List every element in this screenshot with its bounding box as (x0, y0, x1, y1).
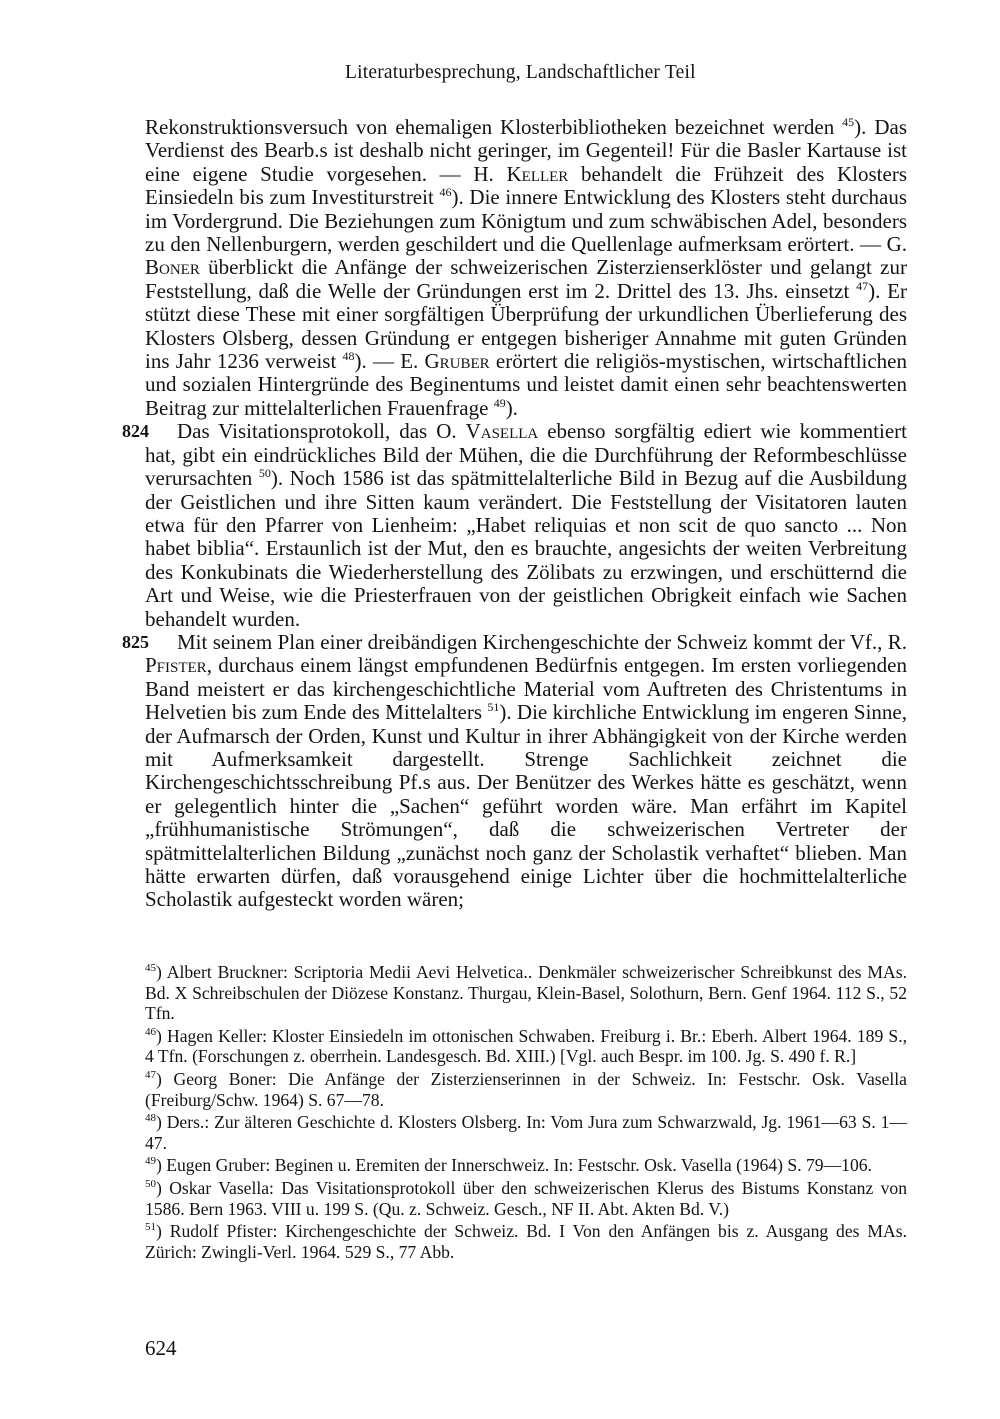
text-run: ). Die kirchliche Entwicklung im engeren Sinne, der Aufmarsch der Orden, Kunst und Kultur in ihrer Abhängigkeit von der Kirche werden mit Aufmerksamkeit dargestellt. Strenge Sachlichkeit zeichnet die Kirchengeschichtsschreibung Pf.s aus. Der Benützer des Werkes hätte es geschätzt, wenn er gelegentlich hinter die „Sachen“ geführt worden wäre. Man erfährt im Kapitel „frühhumanistische Strömungen“, daß die schweizerischen Vertreter der spätmittelalterlichen Bildung „zunächst noch ganz der Scholastik verhaftet“ blieben. Man hätte erwarten dürfen, daß vorausgehend einige Lichter über die hochmittelalterliche Scholastik aufgesteckt worden wären; (145, 700, 907, 912)
text-run: , durchaus einem längst empfundenen Bedürfnis entgegen. Im ersten vorliegenden Band meistert er das kirchengeschichtliche Material vom Auftreten des Christentums in Helvetien bis zum Ende des Mittelalters (145, 653, 907, 725)
paragraph-824 (122, 419, 907, 631)
footnote-ref[interactable]: 45 (842, 115, 855, 129)
paragraph-continued (145, 116, 907, 420)
footnote-text: ) Ders.: Zur älteren Geschichte d. Klosters Olsberg. In: Vom Jura zum Schwarzwald, Jg. 1961—63 S. 1—47. (145, 1112, 907, 1153)
author-name: Gruber (424, 349, 490, 374)
footnote-ref[interactable]: 49 (493, 395, 506, 410)
text-run: überblickt die Anfänge der schweizerischen Zisterzienserklöster und gelangt zur Feststellung, daß die Welle der Gründungen erst im 2. Drittel des 13. Jhs. einsetzt (145, 255, 907, 303)
text-run: ). Noch 1586 ist das spätmittelalterliche Bild in Bezug auf die Ausbildung der Geistlichen und ihre Sitten kaum verändert. Die Feststellung der Visitatoren lauten etwa für den Pfarrer von Lienheim: „Habet reliquias et non scit de quo sancto ... Non habet biblia“. Erstaunlich ist der Mut, den es brauchte, angesichts der weiten Verbreitung des Konkubinats die Wiederherstellung des Zölibats zu erzwingen, und erschütternd die Art und Weise, wie die Priesterfrauen von der geistlichen Obrigkeit einfach wie Sachen behandelt wurden. (145, 466, 907, 631)
footnote (145, 1221, 907, 1262)
footnote-text: ) Hagen Keller: Kloster Einsiedeln im ottonischen Schwaben. Freiburg i. Br.: Eberh. Albert 1964. 189 S., 4 Tfn. (Forschungen z. oberrhein. Landesgesch. Bd. XIII.) [Vgl. auch Bespr. im 100. Jg. S. 490 f. R.] (145, 1025, 907, 1067)
paragraph-number: 825 (122, 631, 149, 652)
author-name: Boner (145, 255, 200, 280)
footnote-text: ) Oskar Vasella: Das Visitationsprotokoll über den schweizerischen Klerus des Bistums Konstanz von 1586. Bern 1963. VIII u. 199 S. (Qu. z. Schweiz. Gesch., NF II. Abt. Akten Bd. V.) (145, 1177, 907, 1219)
footnote-number: 47 (145, 1069, 156, 1082)
footnote (145, 962, 907, 1024)
text-run: ). — E. (354, 349, 425, 374)
footnote-number: 46 (145, 1025, 156, 1038)
footnote-ref[interactable]: 48 (342, 349, 355, 364)
text-run: ). (505, 395, 518, 420)
footnote (145, 1112, 907, 1153)
footnote-text: ) Albert Bruckner: Scriptoria Medii Aevi Helvetica.. Denkmäler schweizerischer Schreibkunst des MAs. Bd. X Schreibschulen der Diözese Konstanz. Thurgau, Klein-Basel, Solothurn, Bern. Genf 1964. 112 S., 52 Tfn. (145, 962, 907, 1024)
footnote-text: ) Eugen Gruber: Beginen u. Eremiten der Innerschweiz. In: Festschr. Osk. Vasella (1964) S. 79—106. (156, 1155, 872, 1176)
text-run: ebenso sorgfältig ediert wie kommentiert hat, gibt ein eindrückliches Bild der Mühen, die die Durchführung der Reformbeschlüsse verursachten (145, 419, 907, 491)
paragraph-number: 824 (122, 421, 149, 442)
page-number: 624 (145, 1336, 177, 1360)
text-run: erörtert die religiös-mystischen, wirtschaftlichen und sozialen Hintergründe des Beginentums und leistet damit einen sehr beachtenswerten Beitrag zur mittelalterlichen Frauenfrage (145, 349, 908, 420)
text-run: ). Er stützt diese These mit einer sorgfältigen Überprüfung der urkundlichen Überlieferung des Klosters Olsberg, dessen Gründung er entgegen bisheriger Annahme mit guten Gründen ins Jahr 1236 verweist (145, 278, 907, 374)
footnote-number: 45 (145, 962, 156, 975)
footnote-number: 50 (145, 1178, 156, 1191)
footnote-number: 51 (145, 1221, 156, 1234)
running-head: Literaturbesprechung, Landschaftlicher Teil (345, 62, 696, 83)
paragraph-825 (122, 629, 907, 912)
main-text (122, 115, 908, 912)
footnote (145, 1069, 907, 1110)
footnote-text: ) Rudolf Pfister: Kirchengeschichte der Schweiz. Bd. I Von den Anfängen bis z. Ausgang des MAs. Zürich: Zwingli-Verl. 1964. 529 S., 77 Abb. (145, 1221, 907, 1262)
footnote-text: ) Georg Boner: Die Anfänge der Zisterzienserinnen in der Schweiz. In: Festschr. Osk. Vasella (Freiburg/Schw. 1964) S. 67—78. (145, 1068, 907, 1110)
text-run: Rekonstruktionsversuch von ehemaligen Klosterbibliotheken bezeichnet werden (145, 115, 843, 139)
footnote-ref[interactable]: 50 (258, 466, 271, 481)
author-name: Pfister (145, 653, 207, 678)
author-name: Vasella (465, 419, 539, 444)
text-run: ). Das Verdienst des Bearb.s ist deshalb nicht geringer, im Gegenteil! Für die Basler Kartause ist eine eigene Studie vorgesehen. — H. (145, 115, 907, 186)
text-run: Mit seinem Plan einer dreibändigen Kirchengeschichte der Schweiz kommt der Vf., R. (177, 629, 907, 654)
footnote (145, 1026, 907, 1067)
footnote-number: 48 (145, 1112, 156, 1125)
footnote-number: 49 (145, 1155, 156, 1168)
text-run: Das Visitationsprotokoll, das O. (177, 419, 466, 444)
text-run: behandelt die Frühzeit des Klosters Einsiedeln bis zum Investiturstreit (145, 161, 907, 210)
footnote (145, 1155, 907, 1176)
footnotes (145, 962, 907, 1264)
footnote-ref[interactable]: 46 (439, 185, 452, 200)
footnote-ref[interactable]: 51 (487, 700, 500, 715)
footnote (145, 1178, 907, 1219)
footnote-ref[interactable]: 47 (856, 278, 869, 293)
text-run: ). Die innere Entwicklung des Klosters steht durchaus im Vordergrund. Die Beziehungen zum Königtum und zum schwäbischen Adel, besonders zu den Nellenburgern, werden geschildert und die Quellenlage aufmerksam erörtert. — G. (145, 185, 908, 257)
author-name: Keller (506, 161, 569, 186)
